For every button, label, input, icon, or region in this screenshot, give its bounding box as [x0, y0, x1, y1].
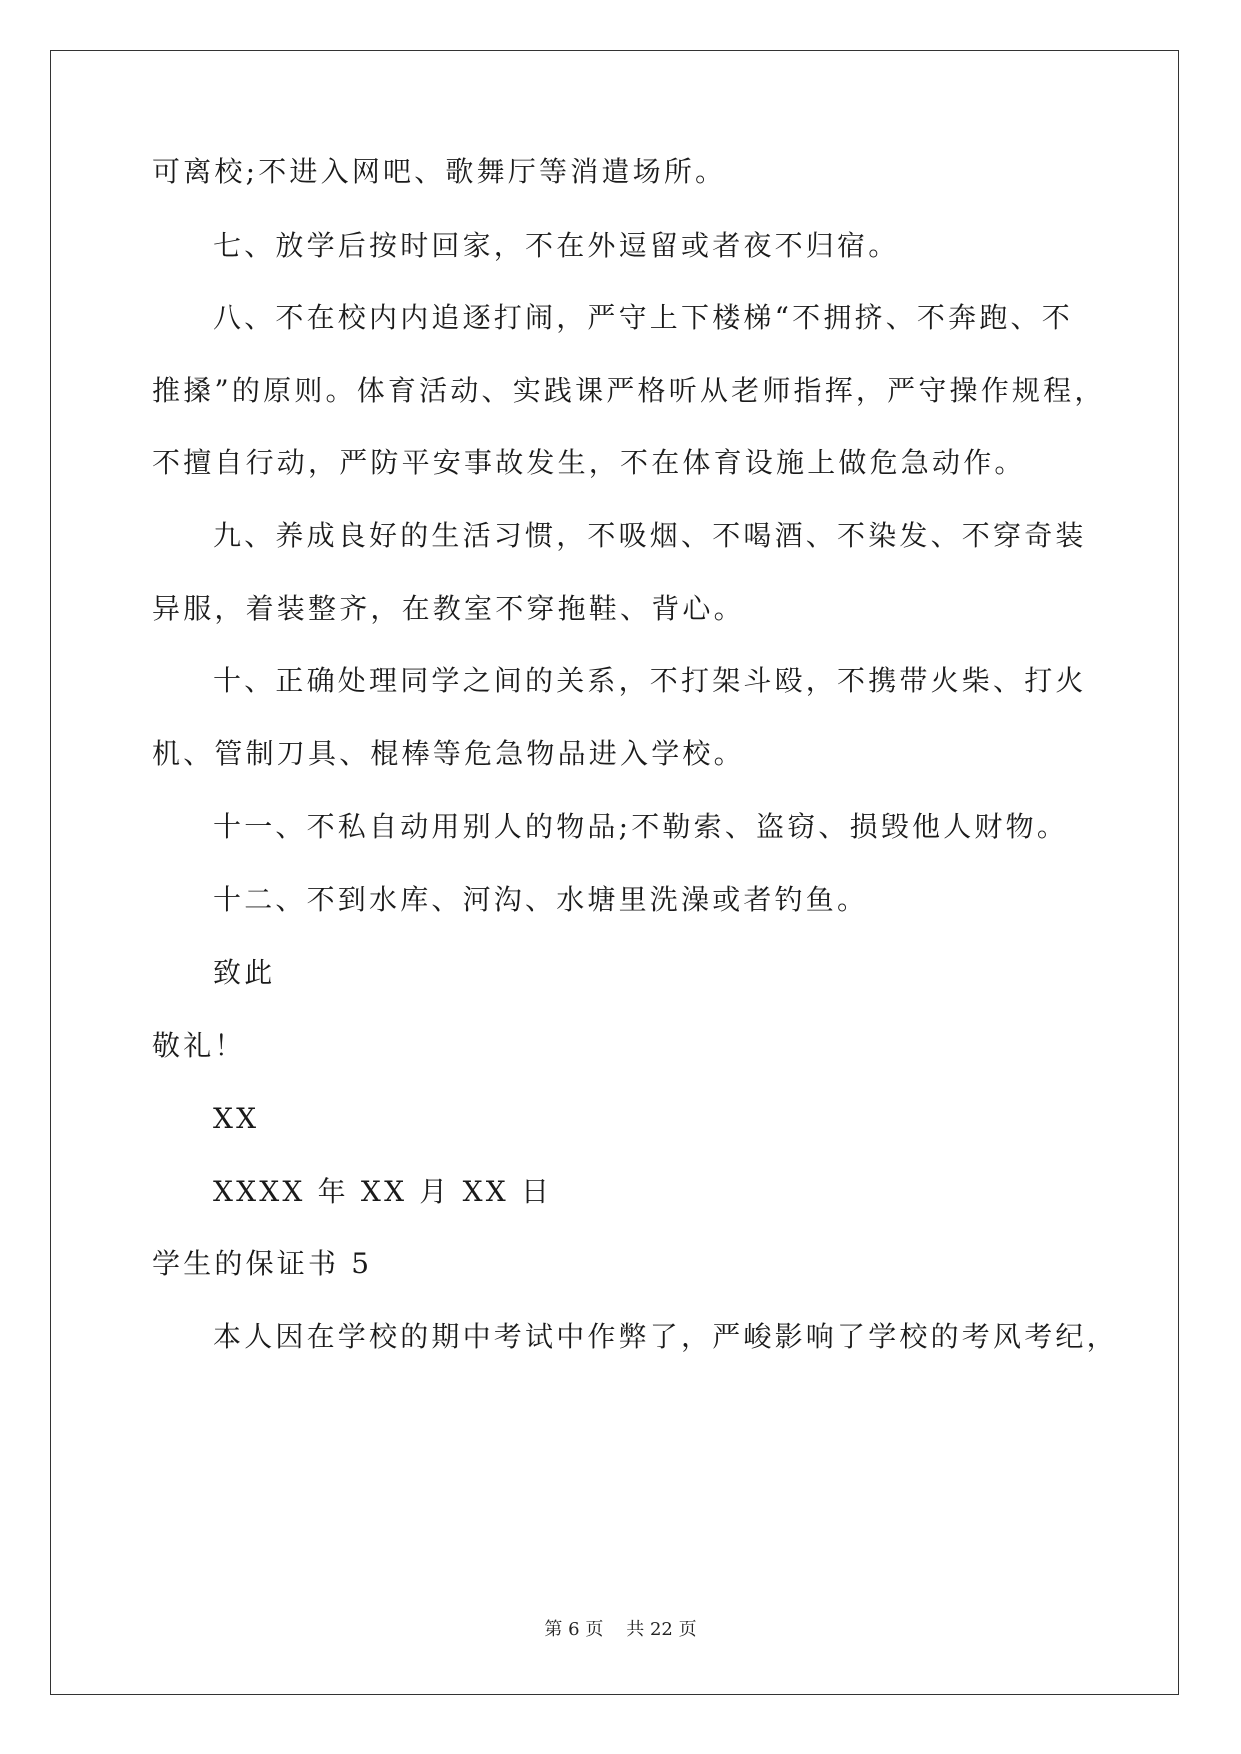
signature-date: XXXX 年 XX 月 XX 日 — [213, 1175, 553, 1208]
paragraph-line: 不擅自行动，严防平安事故发生，不在体育设施上做危急动作。 — [152, 446, 1026, 479]
paragraph-line: 本人因在学校的期中考试中作弊了，严峻影响了学校的考风考纪， — [213, 1320, 1118, 1353]
closing-phrase: 致此 — [213, 956, 276, 989]
paragraph-line: 十二、不到水库、河沟、水塘里洗澡或者钓鱼。 — [213, 883, 869, 916]
paragraph-line: 十一、不私自动用别人的物品;不勒索、盗窃、损毁他人财物。 — [213, 810, 1069, 843]
paragraph-line: 可离校;不进入网吧、歌舞厅等消遣场所。 — [152, 155, 727, 188]
paragraph-line: 异服，着装整齐，在教室不穿拖鞋、背心。 — [152, 592, 745, 625]
page-border — [50, 50, 1179, 1695]
paragraph-line: 十、正确处理同学之间的关系，不打架斗殴，不携带火柴、打火 — [213, 664, 1087, 697]
paragraph-line: 推搡”的原则。体育活动、实践课严格听从老师指挥，严守操作规程， — [152, 374, 1106, 407]
page-number: 第 6 页 — [544, 1619, 604, 1640]
paragraph-line: 八、不在校内内追逐打闹，严守上下楼梯“不拥挤、不奔跑、不 — [213, 301, 1073, 334]
paragraph-line: 机、管制刀具、棍棒等危急物品进入学校。 — [152, 737, 745, 770]
paragraph-line: 九、养成良好的生活习惯，不吸烟、不喝酒、不染发、不穿奇装 — [213, 519, 1087, 552]
salutation: 敬礼！ — [152, 1029, 246, 1062]
section-heading: 学生的保证书 5 — [152, 1247, 373, 1280]
paragraph-line: 七、放学后按时回家，不在外逗留或者夜不归宿。 — [213, 229, 900, 262]
signature-name: XX — [213, 1102, 260, 1135]
page-total: 共 22 页 — [626, 1619, 697, 1640]
page-footer — [0, 1618, 1241, 1642]
